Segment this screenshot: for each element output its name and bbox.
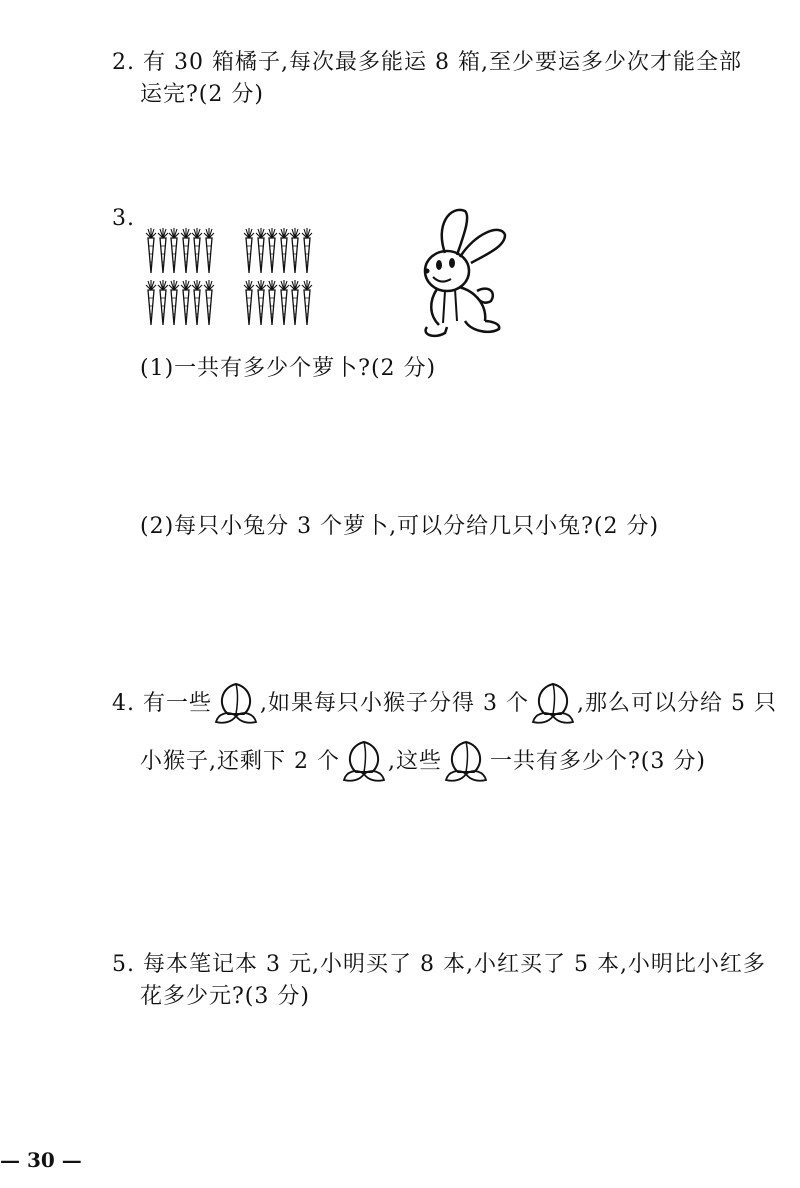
carrot-icon — [180, 280, 192, 326]
question-number: 4. — [112, 691, 135, 716]
question-text: 一共有多少个?(3 分) — [489, 749, 706, 774]
carrot-icon — [243, 280, 255, 326]
peach-icon — [340, 738, 388, 784]
carrot-icon — [168, 228, 180, 274]
carrot-icon — [266, 280, 278, 326]
carrot-icon — [203, 228, 215, 274]
question-text: 有一些 — [143, 691, 213, 716]
carrot-icon — [255, 228, 267, 274]
carrot-icon — [180, 228, 192, 274]
rabbit-icon — [405, 205, 515, 345]
carrot-icon — [203, 280, 215, 326]
question-text: ,那么可以分给 5 只 — [577, 691, 777, 716]
peach-icon — [442, 738, 490, 784]
carrot-icon — [289, 280, 301, 326]
question-text-line1: 有 30 箱橘子,每次最多能运 8 箱,至少要运多少次才能全部 — [143, 50, 742, 75]
question-number: 2. — [112, 50, 135, 75]
question-text: 小猴子,还剩下 2 个 — [140, 749, 340, 774]
carrot-icon — [157, 280, 169, 326]
question-text-line1: 每本笔记本 3 元,小明买了 8 本,小红买了 5 本,小明比小红多 — [143, 952, 766, 977]
question-text: ,如果每只小猴子分得 3 个 — [260, 691, 529, 716]
carrot-icon — [145, 280, 157, 326]
question-3-part-1: (1)一共有多少个萝卜?(2 分) — [140, 356, 437, 381]
carrot-icon — [191, 228, 203, 274]
carrot-icon — [289, 228, 301, 274]
peach-icon — [212, 680, 260, 726]
carrot-icon — [168, 280, 180, 326]
carrot-icon — [301, 280, 313, 326]
carrot-icon — [157, 228, 169, 274]
question-4-line2 — [140, 738, 706, 784]
page-number: — 30 — — [0, 1148, 82, 1172]
carrot-icon — [243, 228, 255, 274]
carrot-icon — [191, 280, 203, 326]
question-number: 5. — [112, 952, 135, 977]
carrot-icon — [278, 228, 290, 274]
carrot-icon — [278, 280, 290, 326]
peach-icon — [529, 680, 577, 726]
carrot-icon — [301, 228, 313, 274]
question-text: ,这些 — [387, 749, 442, 774]
question-5-line2: 花多少元?(3 分) — [140, 984, 310, 1009]
question-2-line2: 运完?(2 分) — [140, 82, 264, 107]
carrot-icon — [145, 228, 157, 274]
question-3-number: 3. — [112, 206, 135, 231]
question-3-part-2: (2)每只小兔分 3 个萝卜,可以分给几只小兔?(2 分) — [140, 514, 660, 539]
carrot-icon — [255, 280, 267, 326]
carrot-icon — [266, 228, 278, 274]
question-4-line1 — [112, 680, 777, 726]
